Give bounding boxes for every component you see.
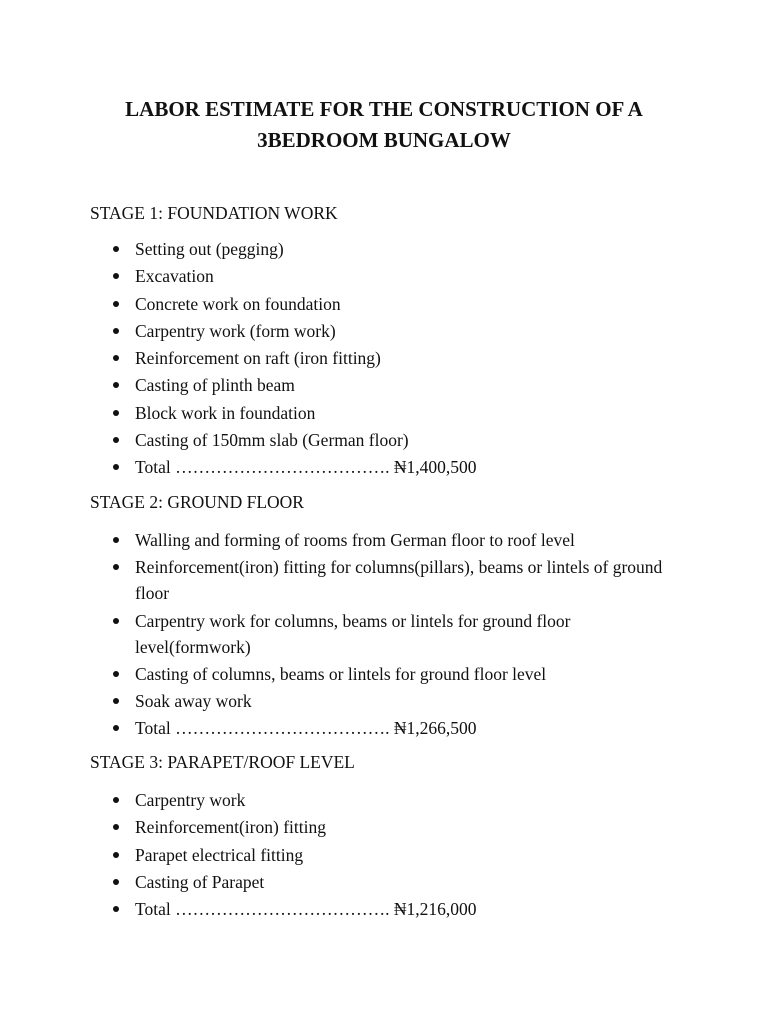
bullet-icon <box>113 879 119 885</box>
stage-1-total: Total ………………………………. ₦1,400,500 <box>90 454 670 480</box>
stage-3-total: Total ………………………………. ₦1,216,000 <box>90 896 670 922</box>
list-item: Carpentry work for columns, beams or lintels for ground floor level(formwork) <box>90 608 670 660</box>
list-item: Parapet electrical fitting <box>90 842 670 868</box>
bullet-icon <box>113 537 119 543</box>
list-item: Casting of columns, beams or lintels for ground floor level <box>90 661 670 687</box>
list-item: Walling and forming of rooms from German floor to roof level <box>90 527 670 553</box>
bullet-icon <box>113 824 119 830</box>
list-item: Reinforcement(iron) fitting for columns(pillars), beams or lintels of ground floor <box>90 554 670 606</box>
bullet-icon <box>113 725 119 731</box>
list-item: Casting of 150mm slab (German floor) <box>90 427 670 453</box>
stage-2-heading: STAGE 2: GROUND FLOOR <box>90 492 304 512</box>
bullet-icon <box>113 273 119 279</box>
stage-2-list <box>90 527 670 743</box>
list-item: Block work in foundation <box>90 400 670 426</box>
stage-3-heading: STAGE 3: PARAPET/ROOF LEVEL <box>90 752 355 772</box>
list-item: Casting of Parapet <box>90 869 670 895</box>
bullet-icon <box>113 797 119 803</box>
bullet-icon <box>113 698 119 704</box>
list-item: Excavation <box>90 263 670 289</box>
bullet-icon <box>113 355 119 361</box>
list-item: Reinforcement on raft (iron fitting) <box>90 345 670 371</box>
bullet-icon <box>113 246 119 252</box>
bullet-icon <box>113 328 119 334</box>
bullet-icon <box>113 906 119 912</box>
list-item: Carpentry work (form work) <box>90 318 670 344</box>
list-item: Casting of plinth beam <box>90 372 670 398</box>
bullet-icon <box>113 301 119 307</box>
bullet-icon <box>113 410 119 416</box>
bullet-icon <box>113 852 119 858</box>
list-item: Setting out (pegging) <box>90 236 670 262</box>
list-item: Carpentry work <box>90 787 670 813</box>
list-item: Soak away work <box>90 688 670 714</box>
stage-1-heading: STAGE 1: FOUNDATION WORK <box>90 203 338 223</box>
bullet-icon <box>113 382 119 388</box>
bullet-icon <box>113 437 119 443</box>
bullet-icon <box>113 564 119 570</box>
stage-3-list <box>90 787 670 923</box>
list-item: Reinforcement(iron) fitting <box>90 814 670 840</box>
title-line-1: LABOR ESTIMATE FOR THE CONSTRUCTION OF A <box>125 97 643 121</box>
stage-1-list <box>90 236 670 482</box>
title-line-2: 3BEDROOM BUNGALOW <box>257 128 511 152</box>
bullet-icon <box>113 464 119 470</box>
bullet-icon <box>113 671 119 677</box>
stage-2-total: Total ………………………………. ₦1,266,500 <box>90 715 670 741</box>
document-title <box>60 94 708 156</box>
bullet-icon <box>113 618 119 624</box>
list-item: Concrete work on foundation <box>90 291 670 317</box>
